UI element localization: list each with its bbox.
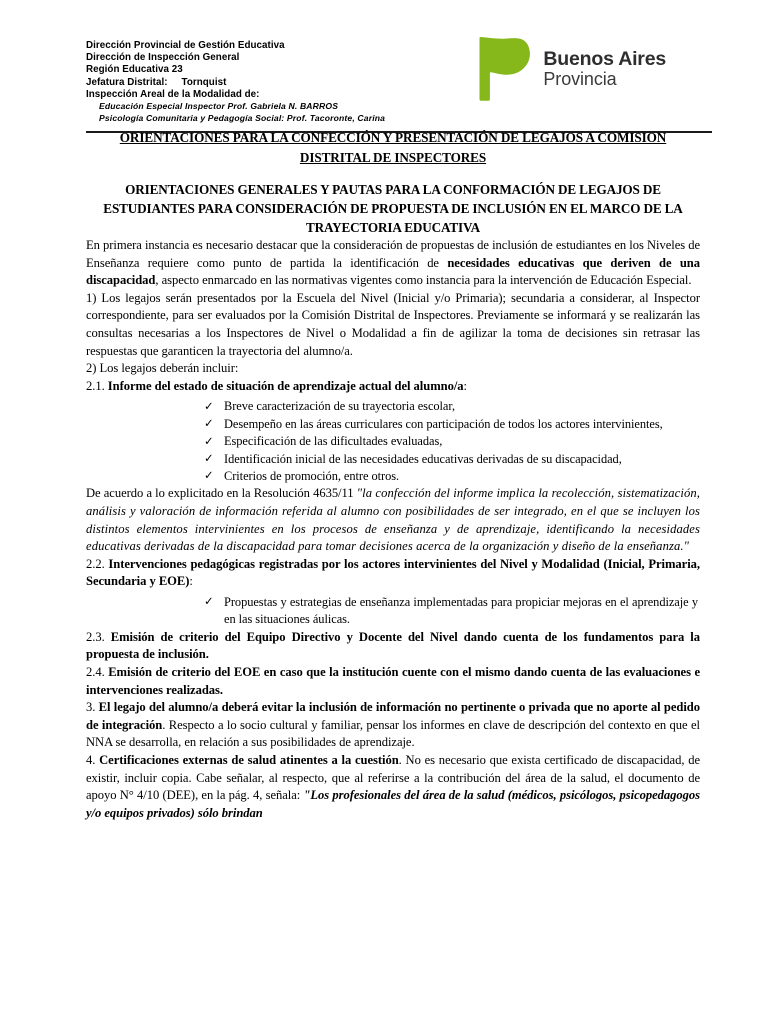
check-icon: ✓: [204, 398, 214, 413]
list-item-label: Propuestas y estrategias de enseñanza implementadas para propiciar mejoras en el aprendizaje y en las situaciones áulicas.: [224, 594, 698, 627]
paragraph-resolution-4635: [86, 485, 700, 555]
item-3-bold-phrase: El legajo del alumno/a deberá evitar la inclusión de información no pertinente o privada que no aporte al pedido de integración: [86, 700, 700, 732]
issuing-office-block: [86, 40, 385, 124]
resolution-lead: De acuerdo a lo explicitado en la Resolución 4635/11: [86, 486, 357, 501]
check-icon: ✓: [204, 468, 214, 483]
item-4-rest: . No es necesario que exista certificado de discapacidad, de existir, incluir copia. Cabe señalar, al respecto, que al referirse a la contribución del área de la salud, el documento de apoyo N° 4/10 (DEE), en la pág. 4, señala:: [86, 752, 700, 803]
page-title-line-2: DISTRITAL DE INSPECTORES: [299, 150, 487, 165]
checklist-item-2-1: [86, 398, 700, 485]
intro-paragraph: [86, 237, 700, 290]
check-icon: ✓: [204, 433, 214, 448]
item-2-2-colon: :: [189, 574, 193, 589]
inspector-psicologia-line: Psicología Comunitaria y Pedagogía Social: Prof. Tacoronte, Carina: [99, 112, 386, 123]
inspector-especial-line: Educación Especial Inspector Prof. Gabriela N. BARROS: [99, 101, 339, 112]
org-line-3: Región Educativa 23: [86, 64, 183, 76]
item-4-quote: "Los profesionales del área de la salud (médicos, psicólogos, psicopedagogos y/o equipos privados) sólo brindan: [86, 788, 701, 820]
org-line-2: Dirección de Inspección General: [86, 52, 240, 64]
document-title-block: [86, 128, 700, 237]
buenos-aires-provincia-logo: [476, 36, 666, 102]
list-item: [204, 468, 700, 485]
list-item-label: Criterios de promoción, entre otros.: [224, 468, 400, 483]
paragraph-item-2: 2) Los legajos deberán incluir:: [86, 361, 239, 376]
jefatura-label: Jefatura Distrital:: [86, 76, 168, 88]
paragraph-item-1: 1) Los legajos serán presentados por la Escuela del Nivel (Inicial y/o Primaria); secundaria a considerar, al Inspector correspondiente, para ser evaluados por la Comisión Distrital de Inspectores. Previamente se informará y se realizarán las consultas necesarias a los Inspectores de Nivel o Modalidad a fin de agilizar la toma de decisiones sin retrasar las respuestas que garanticen la trayectoria del alumno/a.: [86, 290, 700, 358]
intro-bold-phrase: necesidades educativas que deriven de una discapacidad: [86, 255, 700, 288]
item-2-4-number: 2.4.: [86, 664, 109, 679]
page-title-line-1: ORIENTACIONES PARA LA CONFECCIÓN Y PRESENTACIÓN DE LEGAJOS A COMISION: [119, 130, 667, 145]
logo-line-buenos-aires: Buenos Aires: [543, 47, 666, 70]
list-item: [204, 433, 700, 450]
list-item-label: Identificación inicial de las necesidades educativas derivadas de su discapacidad,: [224, 451, 622, 466]
item-3-number: 3.: [86, 700, 99, 715]
jefatura-value: Tornquist: [181, 76, 227, 88]
item-2-1-heading: Informe del estado de situación de aprendizaje actual del alumno/a: [107, 378, 464, 393]
item-2-3-number: 2.3.: [86, 629, 111, 644]
item-2-4-heading: Emisión de criterio del EOE en caso que la institución cuente con el mismo dando cuenta de las evaluaciones e intervenciones realizadas.: [86, 664, 700, 697]
jefatura-distrital-line: [86, 77, 385, 89]
item-2-2-heading: Intervenciones pedagógicas registradas por los actores intervinientes del Nivel y Modalidad (Inicial, Primaria, Secundaria y EOE): [86, 556, 700, 589]
list-item: [204, 398, 700, 415]
check-icon: ✓: [204, 451, 214, 466]
list-item-label: Desempeño en las áreas curriculares con participación de todos los actores intervinientes,: [224, 416, 663, 431]
item-2-2-number: 2.2.: [86, 556, 109, 571]
list-item-label: Breve caracterización de su trayectoria escolar,: [224, 399, 456, 414]
check-icon: ✓: [204, 594, 214, 609]
item-2-3-heading: Emisión de criterio del Equipo Directivo y Docente del Nivel dando cuenta de los fundamentos para la propuesta de inclusión.: [86, 629, 700, 662]
logo-line-provincia: Provincia: [543, 68, 617, 89]
header-divider-rule: [86, 131, 712, 133]
list-item-label: Especificación de las dificultades evaluadas,: [224, 434, 443, 449]
list-item: [204, 594, 700, 629]
list-item: [204, 416, 700, 433]
paragraph-item-3: [86, 699, 700, 752]
resolution-quote: "la confección del informe implica la recolección, sistematización, análisis y valoración de información referida al alumno con posibilidades de ser integrado, en el que se incluyen los distintos elementos intervinientes en los procesos de enseñanza y de aprendizaje, identificando la necesidades educativas derivadas de la discapacidad para tomar decisiones acerca de la organización y diseño de la enseñanza.": [86, 486, 700, 554]
paragraph-item-4: [86, 752, 700, 822]
item-2-1-number: 2.1.: [86, 378, 108, 393]
document-header: [0, 0, 768, 123]
intro-part-1: En primera instancia es necesario destacar que la consideración de propuestas de inclusión de estudiantes en los Niveles de Enseñanza requiere como punto de partida la identificación de: [86, 238, 700, 270]
heading-item-2-2: [86, 556, 700, 591]
inspeccion-areal-line: Inspección Areal de la Modalidad de:: [86, 88, 260, 100]
page-subtitle: ORIENTACIONES GENERALES Y PAUTAS PARA LA CONFORMACIÓN DE LEGAJOS DE ESTUDIANTES PARA CONSIDERACIÓN DE PROPUESTA DE INCLUSIÓN EN EL MARCO DE LA TRAYECTORIA EDUCATIVA: [103, 182, 683, 235]
org-line-1: Dirección Provincial de Gestión Educativa: [86, 40, 285, 51]
heading-item-2-1: [86, 378, 700, 396]
check-icon: ✓: [204, 416, 214, 431]
logo-wordmark: [543, 47, 666, 89]
item-2-1-colon: :: [463, 378, 467, 393]
item-4-number: 4.: [86, 752, 100, 767]
document-body: [0, 128, 768, 822]
item-3-rest: . Respecto a lo socio cultural y familiar, pensar los informes en clave de descripción del contexto en que el NNA se desarrolla, en relación a sus posibilidades de aprendizaje.: [86, 717, 700, 750]
checklist-item-2-2: [86, 594, 700, 629]
heading-item-2-4: [86, 664, 700, 699]
heading-item-2-3: [86, 629, 700, 664]
provincia-flag-icon: [476, 36, 534, 102]
item-4-bold-phrase: Certificaciones externas de salud atinentes a la cuestión: [99, 752, 399, 767]
intro-part-2: , aspecto enmarcado en las normativas vigentes como instancia para la intervención de Educación Especial.: [155, 273, 692, 288]
list-item: [204, 451, 700, 468]
